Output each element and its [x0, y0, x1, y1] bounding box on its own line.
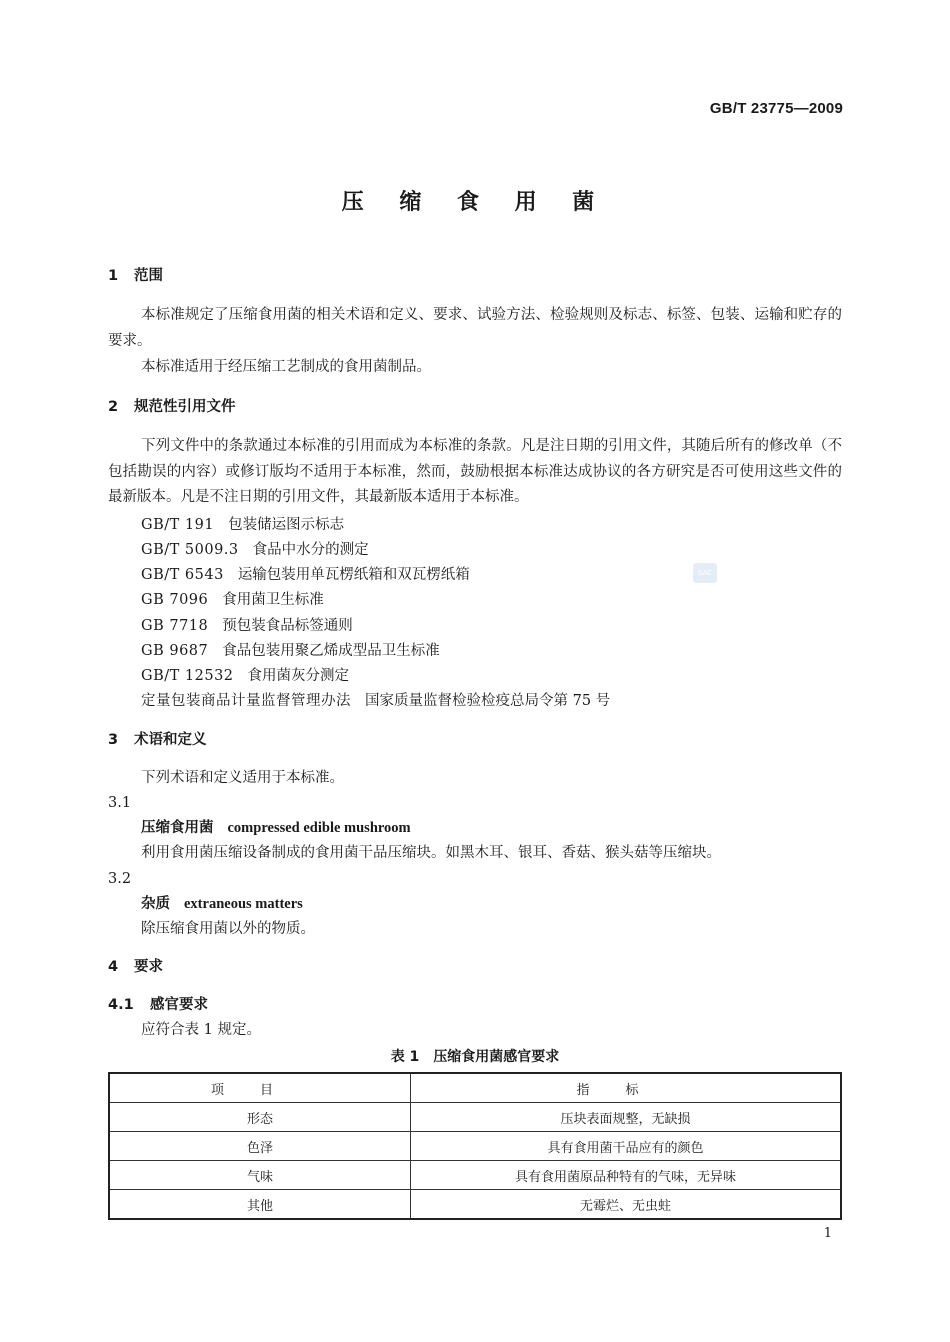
table-cell: 其他: [109, 1190, 411, 1220]
table-cell: 形态: [109, 1103, 411, 1132]
section-1-heading: [108, 266, 163, 286]
term-en: extraneous matters: [184, 896, 303, 912]
document-title: 压 缩 食 用 菌: [341, 190, 609, 215]
subsection-4-1-heading: [108, 995, 208, 1015]
reference-code: GB/T 191: [141, 517, 215, 533]
reference-item: [141, 515, 344, 535]
term-heading: [141, 894, 303, 914]
reference-item: [141, 565, 470, 585]
term-definition: 除压缩食用菌以外的物质。: [141, 921, 315, 937]
table-header-cell: 指标: [411, 1073, 842, 1103]
reference-item: [141, 616, 353, 636]
reference-item: [141, 641, 440, 661]
section-title: 感官要求: [150, 997, 208, 1013]
reference-code: GB/T 5009.3: [141, 542, 239, 558]
term-heading: [141, 818, 411, 838]
table-row: [109, 1132, 841, 1161]
table-row: [109, 1190, 841, 1220]
table-caption: [0, 1046, 950, 1066]
section-title: 要求: [134, 959, 163, 975]
section-title: 术语和定义: [134, 732, 207, 748]
reference-title: 食用菌灰分测定: [247, 668, 350, 684]
reference-title: 食用菌卫生标准: [222, 592, 324, 608]
reference-code: GB/T 12532: [141, 668, 234, 684]
table-cell: 具有食用菌原品种特有的气味，无异味: [411, 1161, 842, 1190]
section-title: 范围: [134, 268, 163, 284]
section-1-paragraph-1: 本标准规定了压缩食用菌的相关术语和定义、要求、试验方法、检验规则及标志、标签、包装、运输和贮存的要求。: [108, 307, 842, 349]
section-3-paragraph-1: 下列术语和定义适用于本标准。: [141, 770, 344, 786]
section-4-heading: [108, 957, 163, 977]
table-row: [109, 1161, 841, 1190]
table-cell: 无霉烂、无虫蛀: [411, 1190, 842, 1220]
section-number: 4.1: [108, 997, 134, 1013]
reference-code: GB 9687: [141, 643, 209, 659]
section-1-paragraph-2: 本标准适用于经压缩工艺制成的食用菌制品。: [141, 359, 431, 375]
reference-item: [141, 590, 324, 610]
reference-item: [141, 691, 610, 711]
reference-code: GB 7718: [141, 618, 209, 634]
table-cell: 色泽: [109, 1132, 411, 1161]
table-cell: 具有食用菌干品应有的颜色: [411, 1132, 842, 1161]
term-number: 3.2: [108, 871, 132, 887]
sensory-requirements-table: [108, 1072, 842, 1220]
reference-code: GB/T 6543: [141, 567, 224, 583]
section-number: 1: [108, 268, 119, 284]
subsection-4-1-paragraph: 应符合表 1 规定。: [141, 1022, 261, 1038]
table-row: [109, 1103, 841, 1132]
reference-item: [141, 666, 349, 686]
reference-title: 预包装食品标签通则: [222, 618, 353, 634]
standard-number: GB/T 23775—2009: [709, 100, 843, 117]
reference-title: 食品包装用聚乙烯成型品卫生标准: [222, 643, 440, 659]
table-number: 表 1: [390, 1049, 420, 1065]
reference-code: 定量包装商品计量监督管理办法: [141, 693, 351, 709]
section-number: 4: [108, 959, 119, 975]
reference-title: 运输包装用单瓦楞纸箱和双瓦楞纸箱: [237, 567, 470, 583]
reference-title: 食品中水分的测定: [252, 542, 369, 558]
section-title: 规范性引用文件: [134, 399, 236, 415]
table-title: 压缩食用菌感官要求: [433, 1049, 560, 1065]
table-header-cell: 项目: [109, 1073, 411, 1103]
section-number: 3: [108, 732, 119, 748]
term-en: compressed edible mushroom: [227, 820, 411, 836]
section-2-paragraph-1: 下列文件中的条款通过本标准的引用而成为本标准的条款。凡是注日期的引用文件，其随后所有的修改单（不包括勘误的内容）或修订版均不适用于本标准，然而，鼓励根据本标准达成协议的各方研究是否可使用这些文件的最新版本。凡是不注日期的引用文件，其最新版本适用于本标准。: [108, 438, 842, 505]
table-cell: 压块表面规整，无缺损: [411, 1103, 842, 1132]
term-definition: 利用食用菌压缩设备制成的食用菌干品压缩块。如黑木耳、银耳、香菇、猴头菇等压缩块。: [141, 845, 721, 861]
section-number: 2: [108, 399, 119, 415]
page-number: 1: [823, 1226, 832, 1241]
section-2-heading: [108, 397, 236, 417]
term-number: 3.1: [108, 795, 132, 811]
table-cell: 气味: [109, 1161, 411, 1190]
reference-item: [141, 540, 369, 560]
reference-title: 包装储运图示标志: [228, 517, 345, 533]
reference-title: 国家质量监督检验检疫总局令第 75 号: [365, 693, 611, 709]
term-zh: 压缩食用菌: [141, 820, 214, 836]
table-header-row: [109, 1073, 841, 1103]
term-zh: 杂质: [141, 896, 170, 912]
section-3-heading: [108, 730, 207, 750]
sac-watermark-icon: SAC: [693, 563, 717, 583]
reference-code: GB 7096: [141, 592, 209, 608]
